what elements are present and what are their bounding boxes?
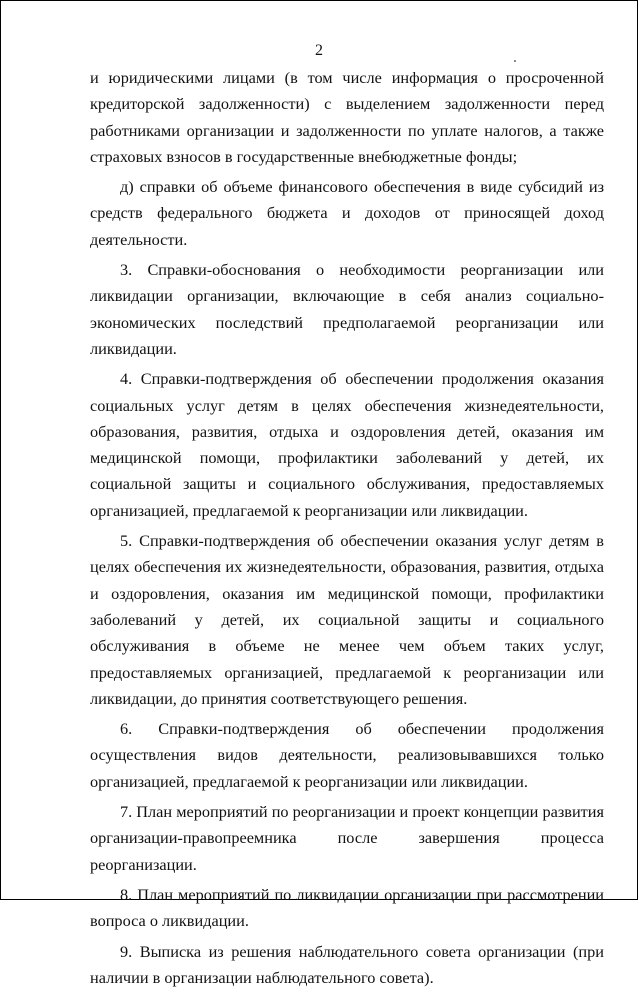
paragraph-item-8: 8. План мероприятий по ликвидации организации при рассмотрении вопроса о ликвидации. <box>90 882 604 935</box>
paragraph-item-3: 3. Справки-обоснования о необходимости реорганизации или ликвидации организации, включающие в себя анализ социально-экономических последствий предполагаемой реорганизации или ликвидации. <box>90 257 604 362</box>
paragraph-item-6: 6. Справки-подтверждения об обеспечении продолжения осуществления видов деятельности, реализовывавшихся только организацией, предлагаемой к реорганизации или ликвидации. <box>90 716 604 795</box>
paragraph-item-4: 4. Справки-подтверждения об обеспечении продолжения оказания социальных услуг детям в целях обеспечения жизнедеятельности, образования, развития, отдыха и оздоровления детей, оказания им медицинской помощи, профилактики заболеваний у детей, их социальной защиты и социального обслуживания, предоставляемых организацией, предлагаемой к реорганизации или ликвидации. <box>90 366 604 524</box>
paragraph-item-5: 5. Справки-подтверждения об обеспечении оказания услуг детям в целях обеспечения их жизнедеятельности, образования, развития, отдыха и оздоровления, оказания им медицинской помощи, профилактики заболеваний у детей, их социальной защиты и социального обслуживания в объеме не менее чем объем таких услуг, предоставляемых организацией, предлагаемой к реорганизации или ликвидации, до принятия соответствующего решения. <box>90 528 604 712</box>
document-body <box>90 65 604 991</box>
page-number: 2 <box>1 41 637 61</box>
paragraph-continuation: и юридическими лицами (в том числе информация о просроченной кредиторской задолженности) с выделением задолженности перед работниками организации и задолженности по уплате налогов, а также страховых взносов в государственные внебюджетные фонды; <box>90 65 604 170</box>
paragraph-item-9: 9. Выписка из решения наблюдательного совета организации (при наличии в организации наблюдательного совета). <box>90 939 604 991</box>
paragraph-item-7: 7. План мероприятий по реорганизации и проект концепции развития организации-правопреемника после завершения процесса реорганизации. <box>90 799 604 878</box>
paragraph-item-d: д) справки об объеме финансового обеспечения в виде субсидий из средств федерального бюджета и доходов от приносящей доход деятельности. <box>90 174 604 253</box>
scan-speck <box>514 60 516 62</box>
